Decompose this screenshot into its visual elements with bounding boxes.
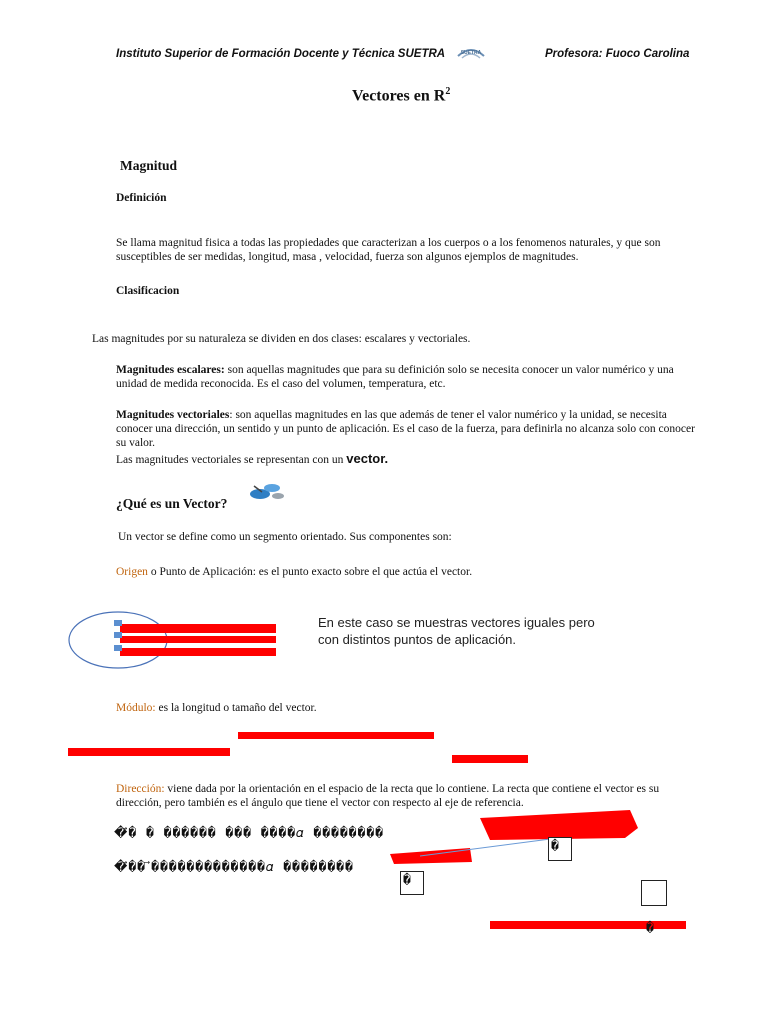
- que-es-text: Un vector se define como un segmento orientado. Sus componentes son:: [118, 531, 452, 543]
- escalares-text: son aquellas magnitudes que para su definición solo se necesita conocer un valor numérico y una unidad de medida reconocida. Es el caso del volumen, temperatura, etc.: [116, 364, 674, 390]
- vectoriales-label: Magnitudes vectoriales: [116, 409, 230, 421]
- svg-text:SUETRA: SUETRA: [460, 50, 482, 56]
- red-vector-bar: [120, 636, 276, 643]
- modulo-text: es la longitud o tamaño del vector.: [155, 702, 317, 714]
- origen-label: Origen: [116, 566, 148, 578]
- clasificacion-intro: Las magnitudes por su naturaleza se dividen en dos clases: escalares y vectoriales.: [92, 333, 471, 345]
- section-magnitud: Magnitud: [120, 158, 178, 173]
- vectoriales-text: : son aquellas magnitudes en las que además de tener el valor numérico y la unidad, se necesita conocer una dirección, un sentido y un punto de aplicación. Es el caso de la fuerza, para definirla no alcanza solo con conocer su valor.: [116, 409, 695, 449]
- diagram-caption: En este caso se muestras vectores iguales pero con distintos puntos de aplicación.: [318, 615, 595, 647]
- modulo-paragraph: [116, 701, 317, 715]
- box-glyph: �: [403, 873, 412, 888]
- origin-point-marker: [114, 632, 122, 638]
- red-vector-bar: [490, 921, 686, 929]
- escalares-label: Magnitudes escalares:: [116, 364, 225, 376]
- vectoriales-paragraph: [116, 408, 706, 450]
- header-teacher: Profesora: Fuoco Carolina: [545, 48, 690, 60]
- definicion-text: Se llama magnitud fisica a todas las propiedades que caracterizan a los cuerpos o a los fenomenos naturales, y que son susceptibles de ser medidas, longitud, masa , velocidad, fuerza son algunos ejemplos de magnitudes.: [116, 237, 661, 263]
- direction-diagram: [380, 808, 640, 868]
- box-glyph: �: [646, 921, 655, 936]
- origen-text: o Punto de Aplicación: es el punto exacto sobre el que actúa el vector.: [147, 566, 473, 578]
- origin-point-marker: [114, 620, 122, 626]
- red-vector-bar: [238, 732, 434, 739]
- vectoriales-line2: Las magnitudes vectoriales se representan con un vector.: [116, 451, 389, 466]
- red-vector-bar: [120, 648, 276, 656]
- direccion-text: viene dada por la orientación en el espacio de la recta que lo contiene. La recta que contiene el vector es su dirección, pero también es el ángulo que tiene el vector con respecto al eje de referencia.: [116, 783, 660, 809]
- red-vector-bar: [68, 748, 230, 756]
- red-vector-bar: [452, 755, 528, 763]
- escalares-paragraph: [116, 363, 706, 391]
- vector-clipart: [248, 478, 286, 504]
- definicion-heading: Definición: [116, 192, 167, 204]
- page-title: Vectores en $R^2$: [352, 86, 451, 105]
- suetra-logo: [456, 42, 486, 62]
- garbled-formula-line1: �⃗� � ������ ��� ����𝛼 ��������: [114, 826, 384, 841]
- direccion-label: Dirección:: [116, 783, 165, 795]
- origin-point-marker: [114, 645, 122, 651]
- red-vector-bar: [120, 624, 276, 633]
- box-glyph: �: [551, 839, 560, 854]
- modulo-label: Módulo:: [116, 702, 156, 714]
- que-es-heading: ¿Qué es un Vector?: [116, 496, 228, 511]
- clasificacion-heading: Clasificacion: [116, 285, 180, 297]
- header-institute: Instituto Superior de Formación Docente y Técnica SUETRA: [116, 48, 446, 60]
- direccion-paragraph: [116, 782, 706, 810]
- origen-paragraph: [116, 565, 472, 579]
- garbled-formula-line2: �⃗�� ⃗�������������𝛼 ��������: [114, 860, 354, 875]
- vector-word: vector.: [346, 451, 389, 466]
- placeholder-box: [641, 880, 667, 906]
